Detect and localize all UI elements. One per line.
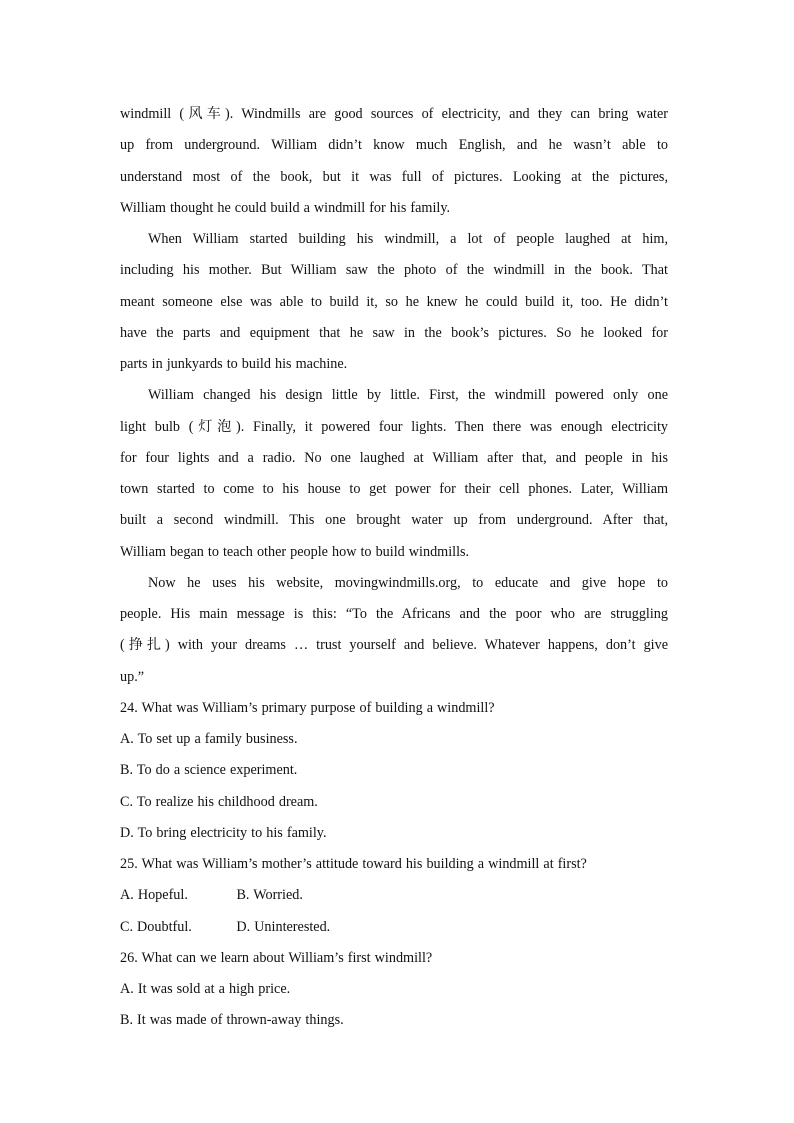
passage-line: built a second windmill. This one brought water up from underground. After that,: [120, 512, 668, 529]
passage-line: (挣扎) with your dreams … trust yourself and believe. Whatever happens, don’t give: [120, 637, 668, 654]
passage-line: parts in junkyards to build his machine.: [120, 356, 348, 372]
reading-passage: [120, 99, 668, 693]
question-26-option-a: A. It was sold at a high price.: [120, 981, 291, 997]
passage-line: William began to teach other people how to build windmills.: [120, 543, 470, 560]
passage-line: windmill (风车). Windmills are good sources of electricity, and they can bring water: [120, 106, 668, 122]
question-25-stem: 25. What was William’s mother’s attitude toward his building a windmill at first?: [120, 856, 587, 872]
passage-line: meant someone else was able to build it, so he knew he could build it, too. He didn’t: [120, 293, 668, 310]
question-24-stem: 24. What was William’s primary purpose of building a windmill?: [120, 699, 495, 716]
question-24-option-b: B. To do a science experiment.: [120, 762, 298, 779]
passage-line: up.”: [120, 668, 145, 685]
passage-line: have the parts and equipment that he saw in the book’s pictures. So he looked for: [120, 324, 668, 341]
question-26-stem: 26. What can we learn about William’s first windmill?: [120, 949, 433, 966]
passage-line: understand most of the book, but it was full of pictures. Looking at the pictures,: [120, 168, 668, 185]
question-26-option-b: B. It was made of thrown-away things.: [120, 1012, 344, 1029]
passage-line: When William started building his windmill, a lot of people laughed at him,: [148, 231, 668, 247]
question-24-option-d: D. To bring electricity to his family.: [120, 824, 327, 841]
passage-line: light bulb (灯泡). Finally, it powered four lights. Then there was enough electricity: [120, 418, 668, 435]
passage-line: including his mother. But William saw the photo of the windmill in the book. That: [120, 262, 668, 279]
passage-line: William changed his design little by little. First, the windmill powered only one: [148, 387, 668, 404]
question-25-options-ab: A. Hopeful. B. Worried.: [120, 887, 303, 904]
passage-line: town started to come to his house to get power for their cell phones. Later, William: [120, 481, 668, 497]
passage-line: for four lights and a radio. No one laughed at William after that, and people in his: [120, 449, 668, 466]
passage-line: William thought he could build a windmill for his family.: [120, 199, 451, 216]
question-24-option-a: A. To set up a family business.: [120, 731, 298, 747]
passage-line: people. His main message is this: “To the Africans and the poor who are struggling: [120, 606, 668, 622]
question-24-option-c: C. To realize his childhood dream.: [120, 793, 318, 810]
passage-line: up from underground. William didn’t know much English, and he wasn’t able to: [120, 137, 668, 154]
question-25-options-cd: C. Doubtful. D. Uninterested.: [120, 918, 331, 935]
passage-line: Now he uses his website, movingwindmills.org, to educate and give hope to: [148, 574, 668, 591]
question-list: [120, 693, 668, 1037]
document-page: [120, 99, 668, 1037]
